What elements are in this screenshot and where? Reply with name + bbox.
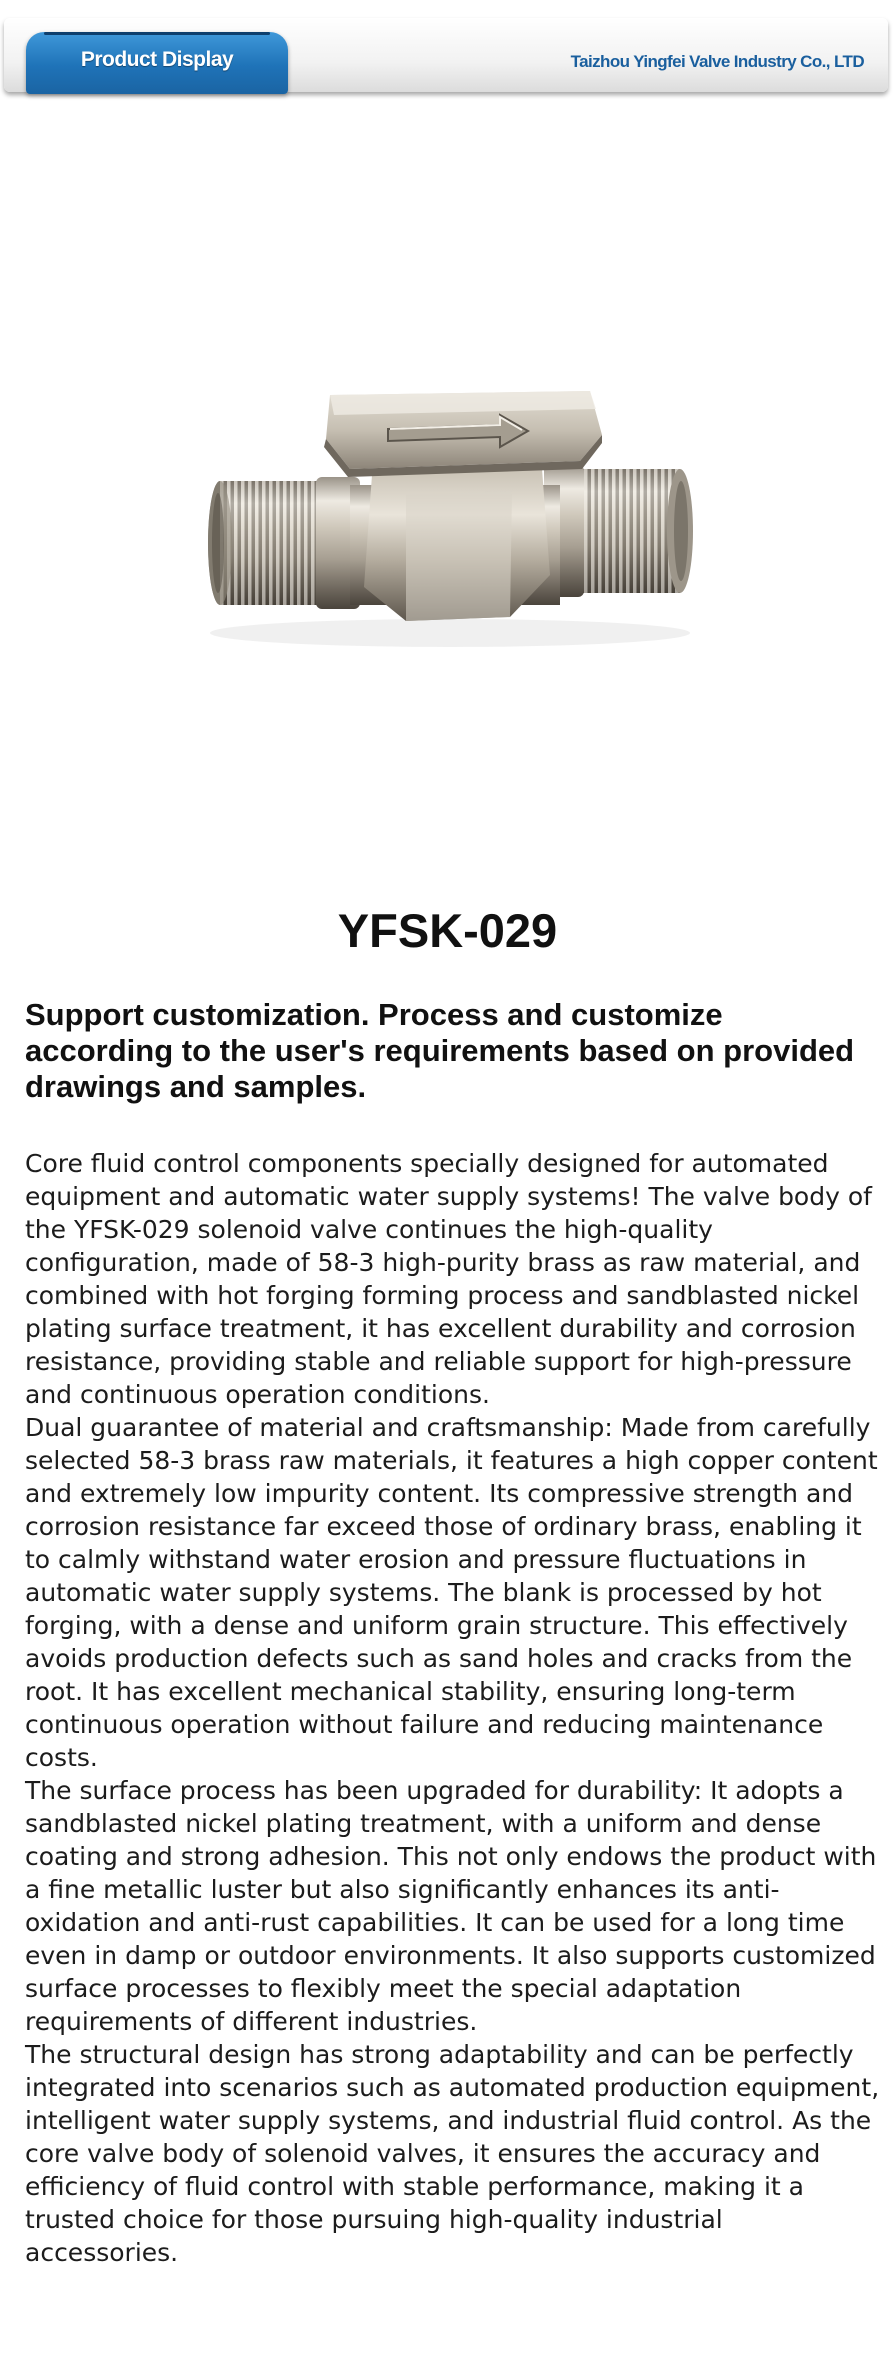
product-image (150, 365, 750, 675)
left-thread (208, 481, 320, 605)
description-paragraph: Dual guarantee of material and craftsmanship: Made from carefully selected 58-3 brass raw materials, it features a high copper content and extremely low impurity content. Its compressive strength and corrosion resistance far exceed those of ordinary brass, enabling it to calmly withstand water erosion and pressure fluctuations in automatic water supply systems. The blank is processed by hot forging, with a dense and uniform grain structure. This effectively avoids production defects such as sand holes and cracks from the root. It has excellent mechanical stability, ensuring long-term continuous operation without failure and reducing maintenance costs. (25, 1413, 878, 1772)
description-paragraph: The surface process has been upgraded for durability: It adopts a sandblasted nickel plating treatment, with a uniform and dense coating and strong adhesion. This not only endows the product with a fine metallic luster but also significantly enhances its anti-oxidation and anti-rust capabilities. It can be used for a long time even in damp or outdoor environments. It also supports customized surface processes to flexibly meet the special adaptation requirements of different industries. (25, 1776, 877, 2036)
product-display-tab[interactable] (26, 32, 288, 94)
product-description (25, 1147, 880, 2269)
brass-solenoid-valve-body-image (150, 365, 750, 675)
header-banner (4, 18, 888, 92)
right-thread (574, 469, 693, 593)
customization-headline: Support customization. Process and customize according to the user's requirements based on provided drawings and samples. (25, 997, 855, 1104)
product-model: YFSK-029 (337, 904, 558, 957)
description-paragraph: The structural design has strong adaptability and can be perfectly integrated into scenarios such as automated production equipment, intelligent water supply systems, and industrial fluid control. As the core valve body of solenoid valves, it ensures the accuracy and efficiency of fluid control with stable performance, making it a trusted choice for those pursuing high-quality industrial accessories. (25, 2040, 880, 2267)
company-name: Taizhou Yingfei Valve Industry Co., LTD (570, 52, 864, 71)
product-display-tab-label: Product Display (80, 48, 234, 71)
description-paragraph: Core fluid control components specially designed for automated equipment and automatic water supply systems! The valve body of the YFSK-029 solenoid valve continues the high-quality configuration, made of 58-3 high-purity brass as raw material, and combined with hot forging forming process and sandblasted nickel plating surface treatment, it has excellent durability and corrosion resistance, providing stable and reliable support for high-pressure and continuous operation conditions. (25, 1149, 872, 1409)
